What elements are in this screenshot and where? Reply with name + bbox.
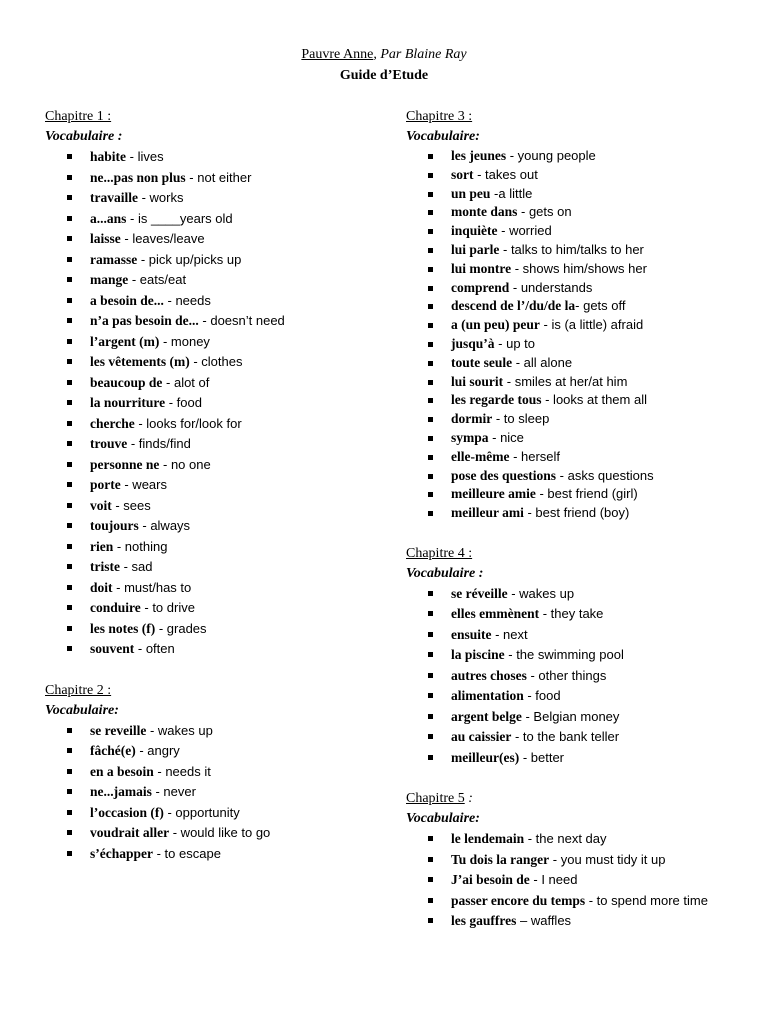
chapter-heading: Chapitre 4 : <box>406 545 473 561</box>
vocab-definition: - to spend more time <box>585 892 708 908</box>
vocab-term: ne...jamais <box>90 784 152 799</box>
vocab-term: mange <box>90 272 129 287</box>
vocab-item <box>45 291 375 312</box>
vocab-term: un peu <box>451 185 491 201</box>
vocab-definition: - often <box>134 641 175 656</box>
vocab-term: la piscine <box>451 647 505 663</box>
vocab-definition: - other things <box>526 667 607 683</box>
vocab-term: toujours <box>90 518 139 533</box>
square-bullet-icon <box>428 632 433 637</box>
square-bullet-icon <box>428 611 433 616</box>
square-bullet-icon <box>67 154 72 159</box>
vocab-definition: - best friend (girl) <box>535 486 638 502</box>
vocab-item <box>45 578 375 599</box>
vocab-term: se reveille <box>90 722 147 738</box>
vocab-term: ramasse <box>90 251 138 267</box>
vocab-item <box>406 391 736 410</box>
vocab-term: l’argent (m) <box>90 333 160 349</box>
chapter-heading: Chapitre 3 : <box>406 109 473 124</box>
vocab-term: elles emmènent <box>451 606 540 622</box>
vocab-term: fâché(e) <box>90 743 136 758</box>
vocab-term: doit <box>90 579 113 595</box>
vocab-item <box>406 279 736 298</box>
book-title: Pauvre Anne <box>301 47 374 62</box>
vocab-definition: - sad <box>119 559 153 574</box>
vocab-item <box>406 666 736 687</box>
square-bullet-icon <box>428 673 433 678</box>
left-column <box>45 107 375 885</box>
vocab-term: meilleur(es) <box>451 749 520 765</box>
vocab-item <box>406 185 736 204</box>
square-bullet-icon <box>428 417 433 422</box>
vocab-definition: - they take <box>539 606 604 622</box>
vocab-item <box>406 354 736 373</box>
vocab-definition: - finds/find <box>127 436 191 451</box>
vocab-item <box>406 222 736 241</box>
square-bullet-icon <box>428 323 433 328</box>
chapter-2-section <box>45 681 375 865</box>
vocab-term: descend de l’/du/de la <box>451 298 576 314</box>
vocabulary-label: Vocabulaire: <box>406 129 480 144</box>
vocab-definition: - to drive <box>140 600 195 615</box>
vocab-term: meilleure amie <box>451 486 536 502</box>
square-bullet-icon <box>67 810 72 815</box>
vocab-term: ne...pas non plus <box>90 169 186 185</box>
vocab-term: jusqu’à <box>451 335 495 351</box>
vocab-definition: - is (a little) afraid <box>539 317 644 333</box>
vocab-definition: - the next day <box>524 831 607 847</box>
vocab-term: inquiète <box>451 223 498 239</box>
square-bullet-icon <box>67 195 72 200</box>
vocab-definition: - to the bank teller <box>511 729 620 745</box>
square-bullet-icon <box>428 304 433 309</box>
vocab-definition: - nice <box>488 429 524 445</box>
square-bullet-icon <box>428 492 433 497</box>
vocab-item <box>406 911 736 932</box>
square-bullet-icon <box>428 286 433 291</box>
vocab-term: monte dans <box>451 204 518 220</box>
vocab-term: Tu dois la ranger <box>451 851 550 867</box>
vocab-item <box>45 782 375 803</box>
vocab-item <box>406 850 736 871</box>
right-column <box>406 107 736 953</box>
vocab-item <box>406 260 736 279</box>
square-bullet-icon <box>67 748 72 753</box>
vocab-definition: - clothes <box>189 354 243 369</box>
vocab-item <box>45 639 375 660</box>
vocab-item <box>45 188 375 209</box>
square-bullet-icon <box>67 359 72 364</box>
square-bullet-icon <box>428 154 433 159</box>
square-bullet-icon <box>67 482 72 487</box>
square-bullet-icon <box>428 455 433 460</box>
vocab-item <box>406 504 736 523</box>
square-bullet-icon <box>67 421 72 426</box>
vocab-item <box>406 448 736 467</box>
vocab-term: le lendemain <box>451 831 525 847</box>
vocab-term: J’ai besoin de <box>451 872 530 888</box>
vocab-item <box>45 844 375 865</box>
square-bullet-icon <box>67 523 72 528</box>
vocab-definition: - up to <box>494 335 535 351</box>
vocab-term: triste <box>90 559 120 574</box>
vocab-term: les gauffres <box>451 913 517 929</box>
vocab-item <box>45 250 375 271</box>
vocab-item <box>45 741 375 762</box>
vocab-definition: - would like to go <box>169 825 271 840</box>
vocab-item <box>45 598 375 619</box>
vocab-term: la nourriture <box>90 395 166 410</box>
vocab-item <box>45 619 375 640</box>
square-bullet-icon <box>67 277 72 282</box>
square-bullet-icon <box>67 400 72 405</box>
vocab-definition: - looks for/look for <box>134 415 242 431</box>
vocab-term: voit <box>90 497 112 513</box>
vocab-term: souvent <box>90 641 135 656</box>
vocab-term: a besoin de... <box>90 292 164 308</box>
square-bullet-icon <box>428 857 433 862</box>
vocab-term: lui parle <box>451 241 500 257</box>
square-bullet-icon <box>67 564 72 569</box>
vocab-term: les jeunes <box>451 148 507 163</box>
vocab-definition: - you must tidy it up <box>549 851 666 867</box>
vocab-list <box>45 721 375 865</box>
square-bullet-icon <box>67 626 72 631</box>
vocab-term: argent belge <box>451 708 522 724</box>
vocab-term: lui montre <box>451 260 512 276</box>
guide-subtitle: Guide d’Etude <box>339 68 429 83</box>
vocabulary-label: Vocabulaire : <box>406 565 484 581</box>
square-bullet-icon <box>428 267 433 272</box>
vocab-definition: - opportunity <box>163 804 240 820</box>
vocab-item <box>45 147 375 168</box>
vocab-item <box>406 335 736 354</box>
vocab-definition: - doesn’t need <box>198 313 285 328</box>
vocab-item <box>45 721 375 742</box>
square-bullet-icon <box>428 836 433 841</box>
vocab-definition: - wears <box>120 477 167 492</box>
square-bullet-icon <box>428 229 433 234</box>
square-bullet-icon <box>428 398 433 403</box>
square-bullet-icon <box>428 714 433 719</box>
vocab-list <box>45 147 375 660</box>
chapter-3-section <box>406 107 736 523</box>
vocab-item <box>45 229 375 250</box>
vocab-definition: - leaves/leave <box>120 231 205 246</box>
square-bullet-icon <box>67 728 72 733</box>
chapter-5-section <box>406 789 736 932</box>
vocab-item <box>45 168 375 189</box>
vocab-item <box>45 270 375 291</box>
vocab-definition: - best friend (boy) <box>523 505 630 521</box>
vocab-item <box>45 352 375 373</box>
square-bullet-icon <box>428 877 433 882</box>
vocab-term: les regarde tous <box>451 392 542 408</box>
vocab-term: trouve <box>90 436 128 451</box>
square-bullet-icon <box>67 769 72 774</box>
vocab-definition: - takes out <box>473 166 538 182</box>
vocab-term: passer encore du temps <box>451 892 586 908</box>
vocab-term: personne ne <box>90 456 160 472</box>
vocab-definition: - better <box>519 749 565 765</box>
vocab-term: voudrait aller <box>90 825 170 840</box>
title-separator: , <box>373 47 377 62</box>
vocab-definition: - all alone <box>512 354 573 370</box>
square-bullet-icon <box>67 257 72 262</box>
square-bullet-icon <box>67 298 72 303</box>
vocab-item <box>45 393 375 414</box>
vocab-definition: – waffles <box>516 913 572 929</box>
vocab-item <box>45 803 375 824</box>
vocab-term: comprend <box>451 279 510 295</box>
vocab-item <box>406 604 736 625</box>
vocab-term: sort <box>451 166 474 182</box>
vocab-term: les notes (f) <box>90 620 156 636</box>
vocab-item <box>406 410 736 429</box>
vocab-item <box>45 557 375 578</box>
square-bullet-icon <box>428 511 433 516</box>
vocab-definition: - food <box>523 688 561 704</box>
vocab-definition: - herself <box>509 448 561 464</box>
square-bullet-icon <box>428 474 433 479</box>
vocab-term: l’occasion (f) <box>90 804 164 820</box>
vocab-term: a...ans <box>90 210 127 226</box>
vocab-item <box>45 496 375 517</box>
vocab-item <box>45 311 375 332</box>
square-bullet-icon <box>428 755 433 760</box>
vocab-term: cherche <box>90 415 135 431</box>
square-bullet-icon <box>67 544 72 549</box>
vocab-term: rien <box>90 538 114 554</box>
vocab-definition: -a little <box>490 185 533 201</box>
vocab-term: se réveille <box>451 585 508 601</box>
vocab-definition: - never <box>151 784 196 799</box>
vocab-item <box>45 209 375 230</box>
square-bullet-icon <box>67 646 72 651</box>
vocab-term: en a besoin <box>90 763 154 779</box>
square-bullet-icon <box>428 918 433 923</box>
chapter-heading: Chapitre 1 : <box>45 109 112 124</box>
square-bullet-icon <box>67 789 72 794</box>
vocab-item <box>406 147 736 166</box>
vocab-item <box>45 414 375 435</box>
vocab-definition: - money <box>159 333 210 349</box>
vocab-item <box>406 316 736 335</box>
square-bullet-icon <box>428 734 433 739</box>
vocab-term: meilleur ami <box>451 505 524 521</box>
square-bullet-icon <box>428 210 433 215</box>
vocab-definition: - the swimming pool <box>504 647 624 663</box>
vocab-term: alimentation <box>451 688 524 704</box>
vocab-item <box>406 829 736 850</box>
vocab-term: les vêtements (m) <box>90 354 190 369</box>
vocab-definition: - nothing <box>113 538 168 554</box>
vocab-definition: - alot of <box>162 374 210 390</box>
vocab-item <box>406 625 736 646</box>
vocab-item <box>406 485 736 504</box>
vocab-definition: - grades <box>155 620 207 636</box>
square-bullet-icon <box>428 898 433 903</box>
document-header <box>0 44 768 86</box>
vocab-definition: - is ____years old <box>126 210 233 226</box>
vocab-definition: - understands <box>509 279 593 295</box>
vocab-term: beaucoup de <box>90 374 163 390</box>
chapter-heading: Chapitre 2 : <box>45 682 112 698</box>
vocab-term: toute seule <box>451 354 513 370</box>
vocab-term: travaille <box>90 190 138 205</box>
vocabulary-label: Vocabulaire: <box>406 811 480 827</box>
square-bullet-icon <box>428 693 433 698</box>
vocab-term: dormir <box>451 411 493 427</box>
vocab-definition: - eats/eat <box>128 272 187 287</box>
vocab-item <box>406 727 736 748</box>
square-bullet-icon <box>67 462 72 467</box>
vocab-item <box>406 870 736 891</box>
vocab-term: a (un peu) peur <box>451 317 540 333</box>
vocab-definition: - talks to him/talks to her <box>499 241 644 257</box>
square-bullet-icon <box>428 248 433 253</box>
vocab-item <box>406 203 736 222</box>
square-bullet-icon <box>67 830 72 835</box>
vocab-term: sympa <box>451 429 489 445</box>
vocab-definition: - wakes up <box>146 722 213 738</box>
chapter-1-section <box>45 107 375 660</box>
vocab-item <box>45 762 375 783</box>
vocab-item <box>45 332 375 353</box>
vocab-definition: - young people <box>506 148 596 163</box>
vocab-definition: - worried <box>497 223 552 239</box>
vocabulary-label: Vocabulaire: <box>45 702 119 718</box>
vocab-term: lui sourit <box>451 373 504 389</box>
vocab-definition: - not either <box>185 169 252 185</box>
chapter-heading-suffix: : <box>464 791 473 807</box>
vocab-definition: - food <box>165 395 202 410</box>
square-bullet-icon <box>428 436 433 441</box>
chapter-heading: Chapitre 5 <box>406 791 465 807</box>
vocab-definition: - angry <box>135 743 180 758</box>
square-bullet-icon <box>67 585 72 590</box>
vocab-item <box>406 891 736 912</box>
vocab-term: conduire <box>90 600 141 615</box>
vocab-item <box>45 516 375 537</box>
vocab-definition: - next <box>491 626 528 642</box>
vocab-list <box>406 829 736 932</box>
vocab-term: elle-même <box>451 448 510 464</box>
vocab-item <box>406 297 736 316</box>
square-bullet-icon <box>428 342 433 347</box>
vocab-item <box>406 645 736 666</box>
vocab-definition: - works <box>137 190 184 205</box>
vocab-definition: - looks at them all <box>541 392 647 408</box>
vocab-item <box>45 434 375 455</box>
vocab-definition: - needs it <box>153 763 211 779</box>
square-bullet-icon <box>67 216 72 221</box>
vocab-item <box>45 373 375 394</box>
vocab-list <box>406 584 736 769</box>
vocab-definition: - to escape <box>153 845 221 861</box>
square-bullet-icon <box>67 318 72 323</box>
square-bullet-icon <box>428 380 433 385</box>
vocab-term: n’a pas besoin de... <box>90 313 199 328</box>
vocab-item <box>406 241 736 260</box>
vocab-item <box>406 748 736 769</box>
square-bullet-icon <box>67 605 72 610</box>
vocab-definition: - pick up/picks up <box>137 251 242 267</box>
title-line <box>0 44 768 66</box>
vocab-item <box>45 455 375 476</box>
vocab-item <box>406 429 736 448</box>
vocab-definition: - always <box>138 518 191 533</box>
vocab-term: s’échapper <box>90 845 153 861</box>
vocab-definition: - gets off <box>575 298 626 314</box>
square-bullet-icon <box>428 652 433 657</box>
chapter-heading-line <box>406 789 736 809</box>
vocab-term: porte <box>90 477 121 492</box>
vocab-item <box>406 467 736 486</box>
vocab-definition: - needs <box>163 292 211 308</box>
vocab-term: autres choses <box>451 667 527 683</box>
square-bullet-icon <box>67 441 72 446</box>
square-bullet-icon <box>67 503 72 508</box>
vocab-definition: - I need <box>529 872 578 888</box>
square-bullet-icon <box>67 175 72 180</box>
vocab-definition: - must/has to <box>112 579 192 595</box>
square-bullet-icon <box>67 851 72 856</box>
vocab-term: ensuite <box>451 626 492 642</box>
square-bullet-icon <box>67 236 72 241</box>
vocab-item <box>45 537 375 558</box>
vocab-definition: - lives <box>126 149 164 164</box>
vocab-definition: - no one <box>159 456 211 472</box>
vocab-item <box>406 686 736 707</box>
vocab-item <box>406 707 736 728</box>
author: Par Blaine Ray <box>380 47 467 62</box>
square-bullet-icon <box>428 591 433 596</box>
vocab-term: habite <box>90 149 127 164</box>
chapter-4-section <box>406 544 736 769</box>
vocab-term: au caissier <box>451 729 512 745</box>
square-bullet-icon <box>67 339 72 344</box>
vocab-item <box>406 373 736 392</box>
vocab-definition: - asks questions <box>556 467 654 483</box>
square-bullet-icon <box>428 173 433 178</box>
square-bullet-icon <box>67 380 72 385</box>
vocab-item <box>406 166 736 185</box>
vocab-item <box>45 823 375 844</box>
vocab-term: pose des questions <box>451 467 557 483</box>
vocab-definition: - smiles at her/at him <box>503 373 628 389</box>
vocab-item <box>406 584 736 605</box>
vocab-definition: - sees <box>111 497 151 513</box>
square-bullet-icon <box>428 361 433 366</box>
vocab-definition: - Belgian money <box>521 708 620 724</box>
vocabulary-label: Vocabulaire : <box>45 129 123 144</box>
vocab-definition: - to sleep <box>492 411 550 427</box>
vocab-term: laisse <box>90 231 121 246</box>
square-bullet-icon <box>428 192 433 197</box>
vocab-definition: - wakes up <box>507 585 575 601</box>
vocab-definition: - shows him/shows her <box>511 260 647 276</box>
vocab-definition: - gets on <box>517 204 572 220</box>
vocab-list <box>406 147 736 523</box>
vocab-item <box>45 475 375 496</box>
